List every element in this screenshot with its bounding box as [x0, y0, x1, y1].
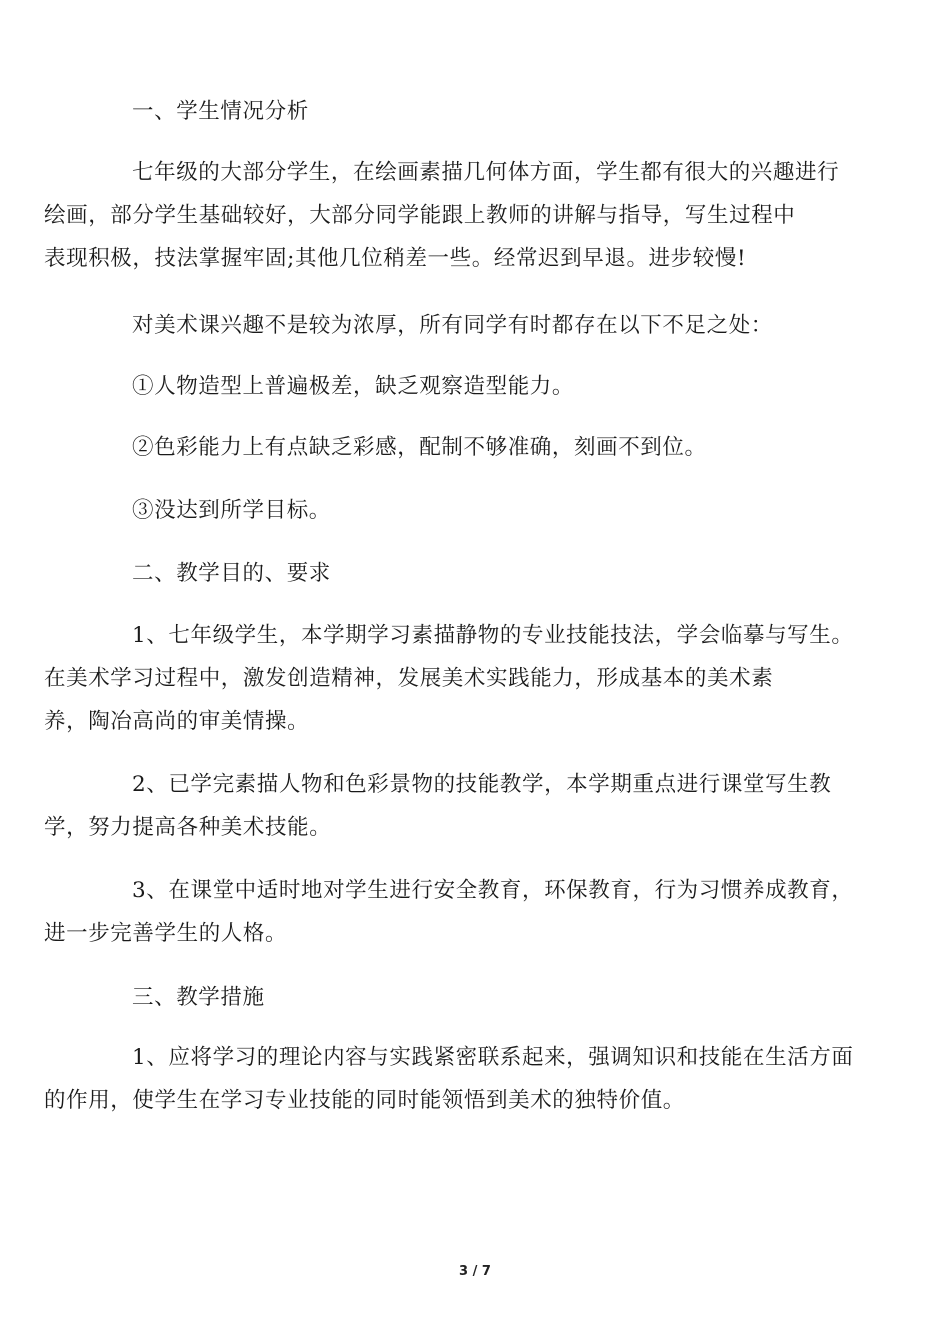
section-heading-student-analysis — [88, 90, 868, 133]
list-item-weakness-1 — [88, 365, 868, 408]
text-line: 七年级的大部分学生，在绘画素描几何体方面，学生都有很大的兴趣进行 — [132, 160, 840, 185]
text-line: 养，陶冶高尚的审美情操。 — [44, 709, 310, 734]
section-heading-teaching-goals — [88, 552, 868, 595]
text-line: 对美术课兴趣不是较为浓厚，所有同学有时都存在以下不足之处： — [132, 313, 773, 338]
text-line: 学，努力提高各种美术技能。 — [44, 815, 332, 840]
paragraph-goal-3 — [44, 869, 868, 955]
text-line: 一、学生情况分析 — [132, 99, 309, 124]
paragraph-student-overview — [44, 151, 868, 280]
text-line: 1、七年级学生，本学期学习素描静物的专业技能技法，学会临摹与写生。 — [132, 623, 854, 648]
text-line: 三、教学措施 — [132, 985, 265, 1010]
text-line: 1、应将学习的理论内容与实践紧密联系起来，强调知识和技能在生活方面 — [132, 1045, 854, 1070]
text-line: ③没达到所学目标。 — [132, 498, 331, 523]
paragraph-goal-2 — [44, 763, 868, 849]
text-line: 表现积极，技法掌握牢固;其他几位稍差一些。经常迟到早退。进步较慢! — [44, 246, 747, 271]
text-line: 的作用，使学生在学习专业技能的同时能领悟到美术的独特价值。 — [44, 1088, 685, 1113]
page-number: 3 / 7 — [459, 1264, 491, 1279]
list-item-weakness-2 — [88, 426, 868, 469]
paragraph-interest-issues — [88, 304, 868, 347]
text-line: 绘画，部分学生基础较好，大部分同学能跟上教师的讲解与指导，写生过程中 — [44, 203, 796, 228]
text-line: 在美术学习过程中，激发创造精神，发展美术实践能力，形成基本的美术素 — [44, 666, 774, 691]
text-line: ①人物造型上普遍极差，缺乏观察造型能力。 — [132, 374, 575, 399]
text-line: 进一步完善学生的人格。 — [44, 921, 288, 946]
paragraph-measure-1 — [44, 1036, 868, 1122]
text-line: ②色彩能力上有点缺乏彩感，配制不够准确，刻画不到位。 — [132, 435, 707, 460]
section-heading-teaching-measures — [88, 976, 868, 1019]
text-line: 二、教学目的、要求 — [132, 561, 331, 586]
text-line: 2、已学完素描人物和色彩景物的技能教学，本学期重点进行课堂写生教 — [132, 772, 832, 797]
list-item-weakness-3 — [88, 489, 868, 532]
paragraph-goal-1 — [44, 614, 868, 743]
text-line: 3、在课堂中适时地对学生进行安全教育，环保教育，行为习惯养成教育， — [132, 878, 854, 903]
